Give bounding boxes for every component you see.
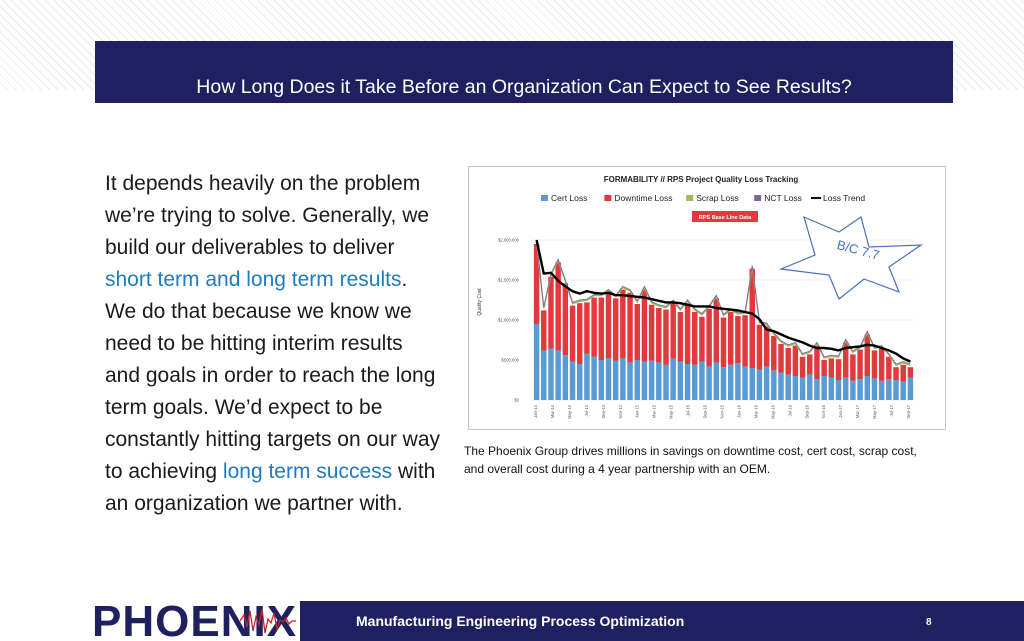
bar-downtime-loss bbox=[642, 290, 647, 362]
chart-title: FORMABILITY // RPS Project Quality Loss Tracking bbox=[603, 175, 799, 184]
bar-cert-loss bbox=[534, 324, 539, 400]
body-text-part1: It depends heavily on the problem we’re trying to solve. Generally, we build our deliverables to deliver bbox=[105, 172, 430, 259]
x-tick-labels bbox=[533, 404, 911, 419]
bar-cert-loss bbox=[750, 368, 755, 400]
bar-cert-loss bbox=[778, 373, 783, 400]
baseline-label: RPS Base Line Data bbox=[698, 215, 752, 221]
body-text bbox=[105, 168, 440, 520]
x-tick-label: May-14 bbox=[566, 405, 572, 419]
legend-swatch bbox=[541, 195, 548, 201]
bar-downtime-loss bbox=[584, 302, 589, 353]
x-tick-label: May-16 bbox=[770, 405, 776, 419]
legend-label: Scrap Loss bbox=[696, 193, 739, 203]
bar-cert-loss bbox=[893, 380, 898, 400]
bar-cert-loss bbox=[635, 360, 640, 400]
y-tick-label: $1,000,000 bbox=[498, 317, 519, 323]
bar-cert-loss bbox=[570, 362, 575, 400]
bar-cert-loss bbox=[900, 382, 905, 400]
bar-cert-loss bbox=[663, 365, 668, 400]
bar-cert-loss bbox=[577, 364, 582, 400]
bar-cert-loss bbox=[678, 362, 683, 400]
bar-cert-loss bbox=[548, 349, 553, 400]
quality-loss-chart bbox=[469, 167, 945, 429]
x-tick-label: Jan-17 bbox=[838, 405, 844, 418]
x-tick-label: Jan-16 bbox=[736, 405, 742, 418]
y-tick-label: $500,000 bbox=[501, 357, 519, 363]
bar-downtime-loss bbox=[800, 357, 805, 378]
bar-cert-loss bbox=[886, 379, 891, 400]
bar-downtime-loss bbox=[829, 358, 834, 377]
legend-label: Loss Trend bbox=[823, 193, 866, 203]
x-tick-label: Sep-17 bbox=[906, 405, 911, 419]
bar-downtime-loss bbox=[836, 359, 841, 380]
bar-downtime-loss bbox=[850, 354, 855, 380]
bar-downtime-loss bbox=[735, 316, 740, 363]
bar-downtime-loss bbox=[807, 354, 812, 374]
bar-cert-loss bbox=[627, 362, 632, 400]
bar-downtime-loss bbox=[778, 344, 783, 373]
bar-cert-loss bbox=[872, 378, 877, 400]
bar-cert-loss bbox=[728, 365, 733, 400]
bar-downtime-loss bbox=[685, 303, 690, 364]
bar-cert-loss bbox=[685, 364, 690, 400]
bar-cert-loss bbox=[814, 379, 819, 400]
x-tick-label: Jul-16 bbox=[787, 405, 793, 417]
bar-downtime-loss bbox=[764, 326, 769, 366]
bar-cert-loss bbox=[850, 381, 855, 400]
bar-cert-loss bbox=[829, 378, 834, 400]
bar-cert-loss bbox=[721, 367, 726, 400]
bar-cert-loss bbox=[879, 381, 884, 400]
bar-downtime-loss bbox=[814, 346, 819, 380]
bar-cert-loss bbox=[735, 363, 740, 400]
bar-cert-loss bbox=[800, 378, 805, 400]
slide-title: How Long Does it Take Before an Organization Can Expect to See Results? bbox=[196, 76, 852, 98]
x-tick-label: Jan-15 bbox=[634, 405, 640, 418]
bar-cert-loss bbox=[591, 357, 596, 400]
bar-downtime-loss bbox=[620, 290, 625, 359]
x-tick-label: Mar-16 bbox=[753, 405, 759, 419]
x-tick-label: Sep-15 bbox=[702, 405, 708, 419]
bar-cert-loss bbox=[821, 376, 826, 400]
x-tick-label: Jul-15 bbox=[685, 405, 691, 417]
bar-downtime-loss bbox=[742, 315, 747, 366]
bar-cert-loss bbox=[764, 366, 769, 400]
bar-downtime-loss bbox=[872, 350, 877, 378]
bar-cert-loss bbox=[670, 358, 675, 400]
bar-cert-loss bbox=[606, 358, 611, 400]
footer-text: Manufacturing Engineering Process Optimization bbox=[356, 613, 685, 629]
bar-cert-loss bbox=[714, 362, 719, 400]
bar-cert-loss bbox=[742, 366, 747, 400]
bar-cert-loss bbox=[541, 350, 546, 400]
bar-cert-loss bbox=[613, 361, 618, 400]
highlight-short-long-term: short term and long term results bbox=[105, 268, 402, 291]
bar-cert-loss bbox=[785, 374, 790, 400]
bar-downtime-loss bbox=[821, 360, 826, 376]
x-tick-label: May-17 bbox=[872, 405, 878, 419]
bar-downtime-loss bbox=[678, 312, 683, 362]
x-tick-label: Mar-17 bbox=[855, 405, 861, 419]
bar-cert-loss bbox=[757, 370, 762, 400]
page-number: 8 bbox=[926, 617, 932, 628]
bar-cert-loss bbox=[620, 358, 625, 400]
highlight-long-term-success: long term success bbox=[222, 460, 393, 483]
callout-star bbox=[781, 217, 921, 299]
bar-downtime-loss bbox=[721, 318, 726, 368]
waveform-icon bbox=[240, 605, 300, 637]
bar-downtime-loss bbox=[893, 367, 898, 380]
bar-cert-loss bbox=[793, 376, 798, 400]
bar-downtime-loss bbox=[793, 346, 798, 376]
bar-downtime-loss bbox=[541, 310, 546, 350]
bar-downtime-loss bbox=[599, 298, 604, 360]
bar-downtime-loss bbox=[886, 357, 891, 379]
legend-swatch bbox=[604, 195, 611, 201]
bar-downtime-loss bbox=[613, 298, 618, 360]
bar-downtime-loss bbox=[627, 293, 632, 363]
bar-cert-loss bbox=[771, 370, 776, 400]
bar-downtime-loss bbox=[591, 298, 596, 357]
bar-downtime-loss bbox=[649, 305, 654, 361]
bar-cert-loss bbox=[908, 378, 913, 400]
x-tick-label: Jan-14 bbox=[533, 405, 538, 418]
bar-downtime-loss bbox=[548, 277, 553, 349]
title-bar bbox=[95, 41, 953, 103]
bar-cert-loss bbox=[706, 366, 711, 400]
bar-downtime-loss bbox=[865, 334, 870, 376]
bar-downtime-loss bbox=[692, 312, 697, 365]
x-tick-label: Sep-16 bbox=[804, 405, 810, 419]
bar-cert-loss bbox=[555, 350, 560, 400]
bar-downtime-loss bbox=[879, 349, 884, 381]
x-tick-label: Jul-17 bbox=[889, 405, 895, 417]
x-tick-label: Mar-14 bbox=[549, 405, 555, 419]
bar-downtime-loss bbox=[706, 309, 711, 367]
legend-label: Cert Loss bbox=[551, 193, 588, 203]
bar-downtime-loss bbox=[857, 350, 862, 380]
bar-cert-loss bbox=[649, 361, 654, 400]
x-tick-label: Mar-15 bbox=[651, 405, 657, 419]
chart-caption: The Phoenix Group drives millions in savings on downtime cost, cert cost, scrap cost, and overall cost during a 4 year partnership with an OEM. bbox=[464, 444, 917, 476]
legend-label: Downtime Loss bbox=[614, 193, 673, 203]
bar-cert-loss bbox=[857, 379, 862, 400]
x-tick-label: Nov-15 bbox=[719, 405, 725, 419]
body-text-part3: with an organization we partner with. bbox=[105, 460, 436, 515]
bar-cert-loss bbox=[656, 362, 661, 400]
callout-text: B/C 7.7 bbox=[835, 237, 882, 263]
bar-downtime-loss bbox=[908, 367, 913, 377]
bar-downtime-loss bbox=[663, 310, 668, 365]
bar-cert-loss bbox=[692, 365, 697, 400]
bar-downtime-loss bbox=[635, 304, 640, 360]
bar-downtime-loss bbox=[656, 308, 661, 362]
bar-downtime-loss bbox=[900, 365, 905, 382]
y-tick-label: $1,500,000 bbox=[498, 277, 519, 283]
y-axis-label: Quality Cost bbox=[477, 288, 483, 316]
bar-cert-loss bbox=[843, 378, 848, 400]
bar-cert-loss bbox=[563, 355, 568, 400]
bar-downtime-loss bbox=[771, 336, 776, 370]
bar-cert-loss bbox=[865, 376, 870, 400]
bar-cert-loss bbox=[836, 380, 841, 400]
legend-swatch bbox=[686, 195, 693, 201]
bar-cert-loss bbox=[584, 354, 589, 400]
logo bbox=[0, 601, 300, 641]
x-tick-label: Nov-14 bbox=[617, 405, 623, 419]
chart-legend bbox=[541, 193, 865, 203]
chart-frame bbox=[468, 166, 946, 430]
bar-cert-loss bbox=[642, 362, 647, 400]
bar-downtime-loss bbox=[699, 317, 704, 362]
bar-downtime-loss bbox=[757, 325, 762, 370]
bar-downtime-loss bbox=[785, 348, 790, 374]
bar-downtime-loss bbox=[728, 312, 733, 365]
bar-downtime-loss bbox=[606, 293, 611, 359]
x-tick-label: Nov-16 bbox=[821, 405, 827, 419]
legend-label: NCT Loss bbox=[764, 193, 802, 203]
bar-downtime-loss bbox=[563, 283, 568, 355]
bar-cert-loss bbox=[807, 374, 812, 400]
bar-downtime-loss bbox=[577, 303, 582, 364]
x-tick-label: May-15 bbox=[668, 405, 674, 419]
x-tick-label: Jul-14 bbox=[583, 405, 589, 417]
x-tick-label: Sep-14 bbox=[600, 405, 606, 419]
bar-downtime-loss bbox=[670, 303, 675, 358]
y-tick-label: $0 bbox=[514, 397, 519, 403]
body-text-part2: . We do that because we know we need to be hitting interim results and goals in order to reach the long term goals. We’d expect to be constantly hitting targets on our way to achieving bbox=[105, 268, 441, 483]
bar-downtime-loss bbox=[570, 306, 575, 362]
logo-text: PHOENIX bbox=[92, 601, 298, 641]
legend-swatch bbox=[754, 195, 761, 201]
bar-downtime-loss bbox=[555, 262, 560, 350]
bar-cert-loss bbox=[699, 362, 704, 400]
y-tick-label: $2,000,000 bbox=[498, 237, 519, 243]
bar-cert-loss bbox=[599, 360, 604, 400]
